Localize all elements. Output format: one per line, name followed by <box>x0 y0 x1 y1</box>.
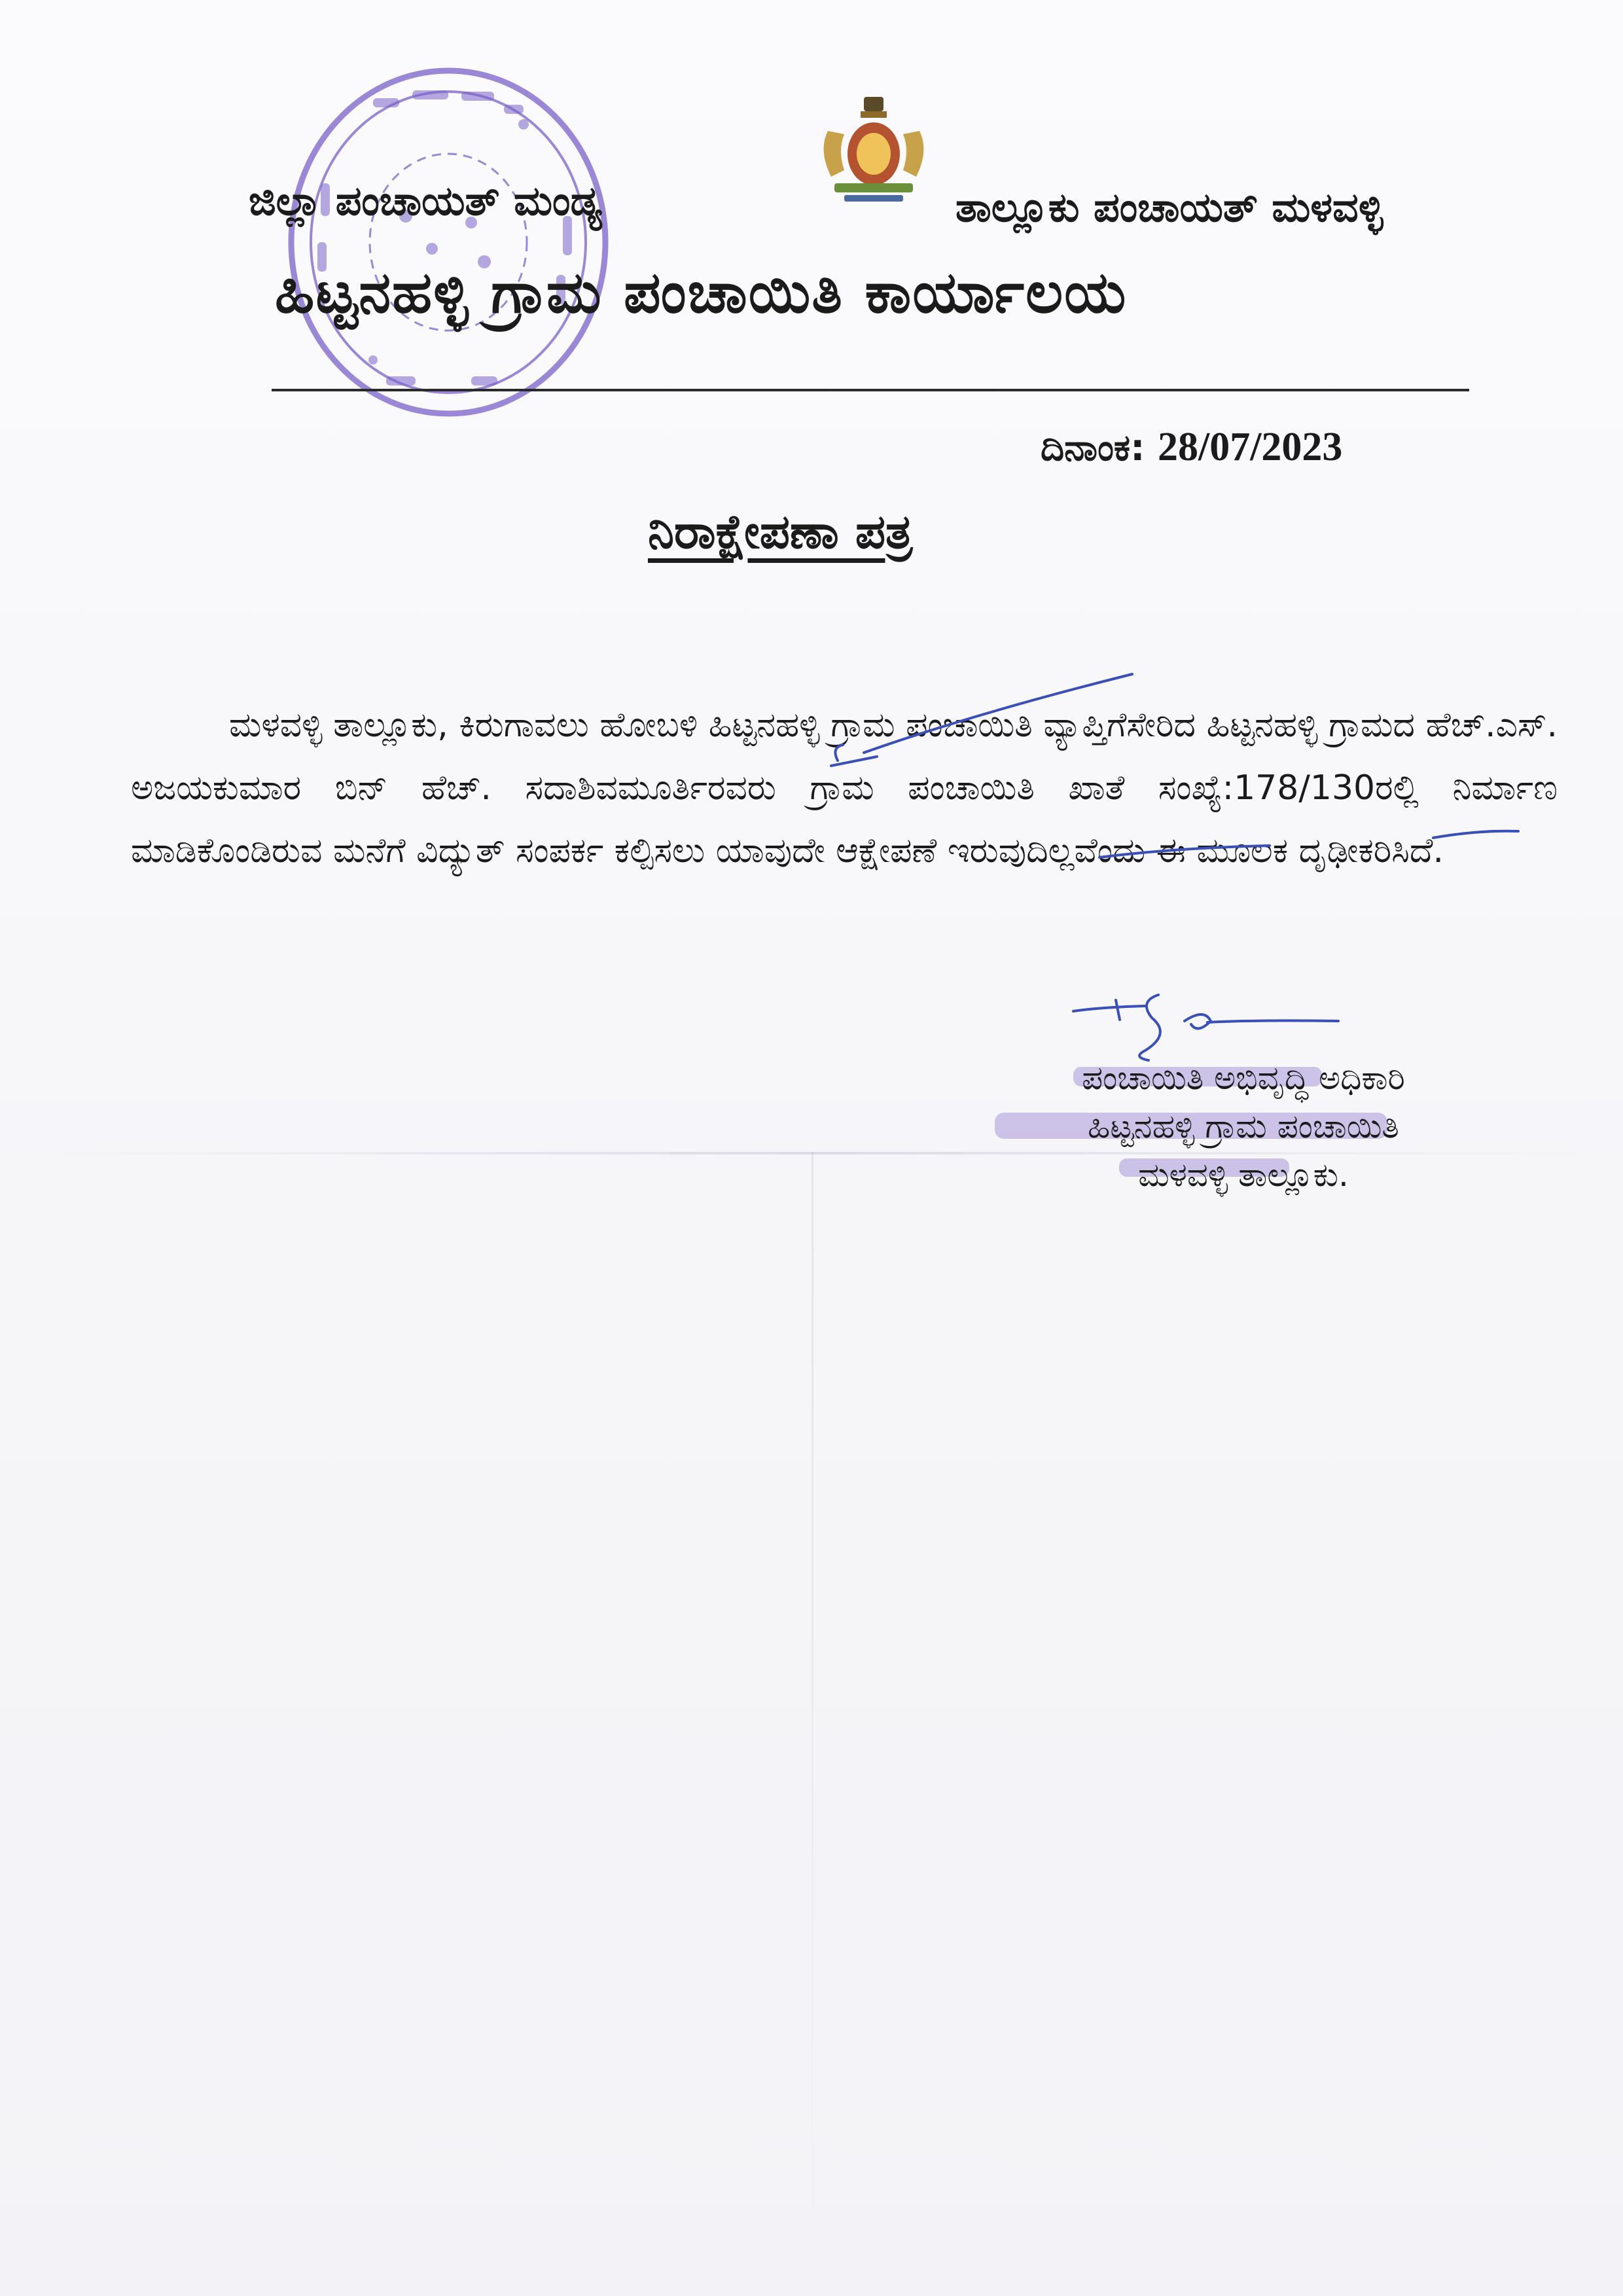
letter-body-text: ಮಳವಳ್ಳಿ ತಾಲ್ಲೂಕು, ಕಿರುಗಾವಲು ಹೋಬಳಿ ಹಿಟ್ಟನಹಳ್ಳಿ ಗ್ರಾಮ ಪಂಚಾಯಿತಿ ವ್ಯಾಪ್ತಿಗೆಸೇರಿದ ಹಿಟ್ಟನಹಳ್ಳಿ ಗ್ರಾಮದ ಹೆಚ್.ಎಸ್. ಅಜಯಕುಮಾರ ಬಿನ್ ಹೆಚ್. ಸದಾಶಿವಮೂರ್ತಿರವರು ಗ್ರಾಮ ಪಂಚಾಯಿತಿ ಖಾತೆ ಸಂಖ್ಯೆ:178/130ರಲ್ಲಿ ನಿರ್ಮಾಣ ಮಾಡಿಕೊಂಡಿರುವ ಮನೆಗೆ ವಿದ್ಯುತ್ ಸಂಪರ್ಕ ಕಲ್ಪಿಸಲು ಯಾವುದೇ ಆಕ್ಷೇಪಣೆ ಇರುವುದಿಲ್ಲವೆಂದು ಈ ಮೂಲಕ ದೃಢೀಕರಿಸಿದೆ. <box>131 706 1558 870</box>
date-value: 28/07/2023 <box>1157 425 1343 469</box>
signatory-taluk: ಮಳವಳ್ಳಿ ತಾಲ್ಲೂಕು. <box>1138 1156 1349 1194</box>
panchayat-round-seal <box>275 52 622 432</box>
letter-body <box>131 694 1558 882</box>
office-title: ಹಿಟ್ಟನಹಳ್ಳಿ ಗ್ರಾಮ ಪಂಚಾಯಿತಿ ಕಾರ್ಯಾಲಯ <box>275 259 1128 326</box>
fold-crease-vertical <box>812 1152 813 2265</box>
signatory-block <box>995 1054 1492 1199</box>
date-line <box>1041 424 1342 471</box>
header-divider <box>272 389 1469 391</box>
header-taluk-panchayat: ತಾಲ್ಲೂಕು ಪಂಚಾಯತ್ ಮಳವಳ್ಳಿ <box>955 183 1383 231</box>
signatory-office: ಹಿಟ್ಟನಹಳ್ಳಿ ಗ್ರಾಮ ಪಂಚಾಯಿತಿ <box>1088 1107 1399 1145</box>
signatory-designation: ಪಂಚಾಯಿತಿ ಅಭಿವೃದ್ಧಿ ಅಧಿಕಾರಿ <box>1082 1059 1405 1097</box>
header-zilla-panchayat: ಜಿಲ್ಲಾ ಪಂಚಾಯತ್ ಮಂಡ್ಯ <box>249 177 602 224</box>
karnataka-emblem <box>808 92 939 209</box>
date-label: ದಿನಾಂಕ: <box>1041 427 1145 469</box>
letter-title: ನಿರಾಕ್ಷೇಪಣಾ ಪತ್ರ <box>648 504 913 559</box>
